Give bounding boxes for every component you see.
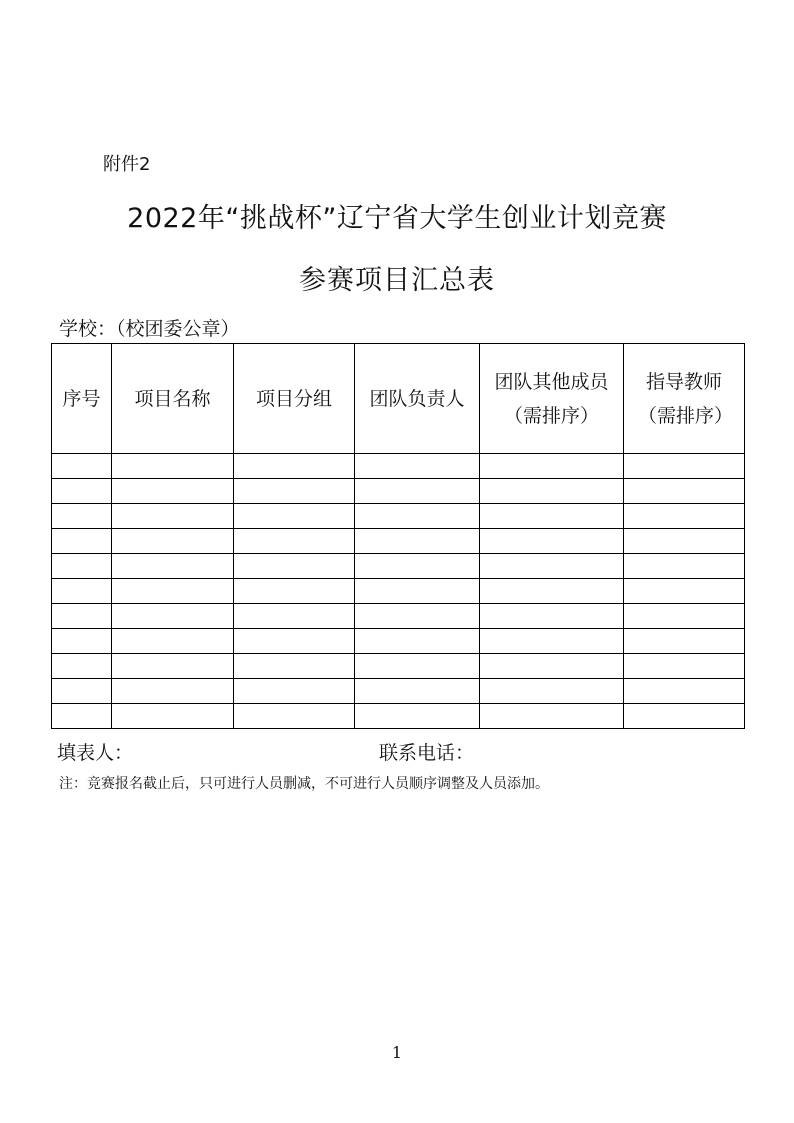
table-cell[interactable]: [234, 629, 355, 654]
table-cell[interactable]: [52, 654, 112, 679]
table-cell[interactable]: [234, 679, 355, 704]
table-cell[interactable]: [624, 679, 745, 704]
table-cell[interactable]: [480, 704, 624, 729]
table-row: [52, 529, 745, 554]
table-cell[interactable]: [624, 604, 745, 629]
table-row: [52, 679, 745, 704]
table-cell[interactable]: [112, 679, 234, 704]
table-cell[interactable]: [480, 479, 624, 504]
table-cell[interactable]: [624, 629, 745, 654]
table-cell[interactable]: [624, 704, 745, 729]
header-project-group: 项目分组: [234, 344, 355, 454]
table-cell[interactable]: [52, 504, 112, 529]
page-number: 1: [391, 1043, 403, 1062]
table-cell[interactable]: [52, 579, 112, 604]
table-cell[interactable]: [624, 504, 745, 529]
table-cell[interactable]: [234, 579, 355, 604]
table-cell[interactable]: [355, 604, 480, 629]
note-text: 注：竞赛报名截止后，只可进行人员删减，不可进行人员顺序调整及人员添加。: [59, 776, 549, 792]
table-cell[interactable]: [234, 554, 355, 579]
document-title-line2: 参赛项目汇总表: [299, 265, 495, 296]
table-cell[interactable]: [624, 579, 745, 604]
table-row: [52, 454, 745, 479]
header-other-members: 团队其他成员（需排序）: [480, 344, 624, 454]
table-row: [52, 654, 745, 679]
table-cell[interactable]: [112, 479, 234, 504]
table-cell[interactable]: [234, 604, 355, 629]
table-cell[interactable]: [234, 479, 355, 504]
table-row: [52, 554, 745, 579]
header-advisors: 指导教师（需排序）: [624, 344, 745, 454]
table-cell[interactable]: [112, 454, 234, 479]
table-cell[interactable]: [52, 629, 112, 654]
phone-label: 联系电话：: [379, 742, 475, 764]
table-cell[interactable]: [480, 454, 624, 479]
table-row: [52, 704, 745, 729]
table-cell[interactable]: [234, 454, 355, 479]
table-cell[interactable]: [624, 529, 745, 554]
filler-label: 填表人：: [57, 742, 134, 764]
table-cell[interactable]: [52, 454, 112, 479]
table-cell[interactable]: [624, 654, 745, 679]
table-cell[interactable]: [355, 479, 480, 504]
table-cell[interactable]: [480, 604, 624, 629]
table-cell[interactable]: [112, 579, 234, 604]
header-team-leader: 团队负责人: [355, 344, 480, 454]
table-header-row: [52, 344, 745, 454]
table-cell[interactable]: [624, 554, 745, 579]
table-cell[interactable]: [624, 479, 745, 504]
table-cell[interactable]: [52, 704, 112, 729]
table-cell[interactable]: [52, 554, 112, 579]
table-cell[interactable]: [112, 654, 234, 679]
table-cell[interactable]: [355, 504, 480, 529]
table-cell[interactable]: [355, 554, 480, 579]
table-row: [52, 504, 745, 529]
table-cell[interactable]: [52, 529, 112, 554]
table-row: [52, 629, 745, 654]
table-cell[interactable]: [234, 504, 355, 529]
table-row: [52, 579, 745, 604]
table-cell[interactable]: [112, 554, 234, 579]
attachment-label: 附件2: [103, 154, 151, 175]
table-cell[interactable]: [52, 604, 112, 629]
table-cell[interactable]: [480, 654, 624, 679]
table-cell[interactable]: [355, 529, 480, 554]
table-cell[interactable]: [355, 454, 480, 479]
table-cell[interactable]: [480, 554, 624, 579]
table-cell[interactable]: [355, 629, 480, 654]
table-cell[interactable]: [112, 704, 234, 729]
table-cell[interactable]: [52, 679, 112, 704]
table-cell[interactable]: [480, 679, 624, 704]
document-title-line1: 2022年“挑战杯”辽宁省大学生创业计划竞赛: [127, 203, 667, 234]
table-row: [52, 604, 745, 629]
table-row: [52, 479, 745, 504]
table-cell[interactable]: [112, 529, 234, 554]
summary-table: [51, 343, 745, 729]
table-cell[interactable]: [234, 704, 355, 729]
table-cell[interactable]: [480, 504, 624, 529]
table-cell[interactable]: [624, 454, 745, 479]
table-cell[interactable]: [355, 579, 480, 604]
table-cell[interactable]: [52, 479, 112, 504]
table-cell[interactable]: [112, 604, 234, 629]
table-cell[interactable]: [480, 629, 624, 654]
table-cell[interactable]: [112, 504, 234, 529]
header-index: 序号: [52, 344, 112, 454]
table-cell[interactable]: [480, 579, 624, 604]
header-project-name: 项目名称: [112, 344, 234, 454]
table-cell[interactable]: [112, 629, 234, 654]
table-cell[interactable]: [355, 654, 480, 679]
table-cell[interactable]: [234, 529, 355, 554]
table-cell[interactable]: [480, 529, 624, 554]
table-cell[interactable]: [355, 704, 480, 729]
table-cell[interactable]: [234, 654, 355, 679]
table-cell[interactable]: [355, 679, 480, 704]
school-label: 学校：（校团委公章）: [59, 318, 240, 340]
